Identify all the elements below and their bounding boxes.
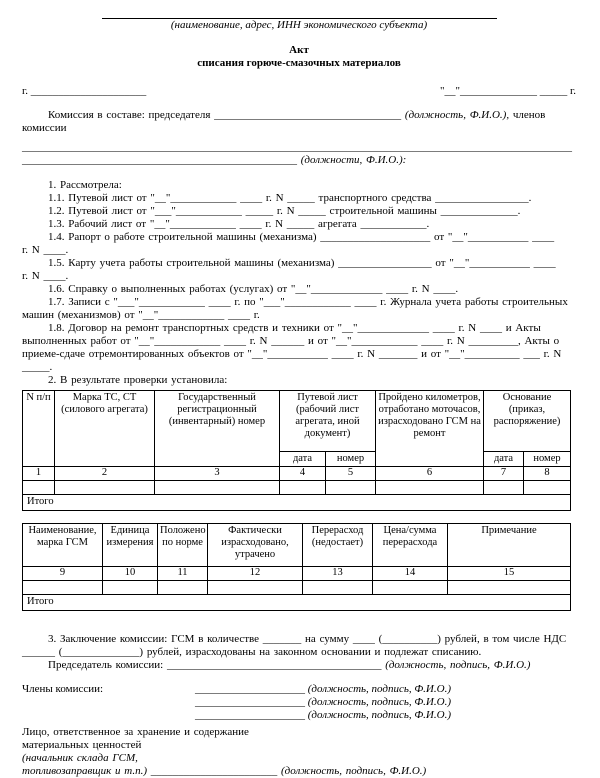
empty-cell: [55, 481, 155, 495]
form-line: [22, 309, 576, 322]
empty-cell: [23, 481, 55, 495]
col-header-norm: Положено по норме: [158, 524, 208, 567]
form-line-text: _______________________________________: [166, 659, 386, 671]
col-header-fuel-name: Наименование, марка ГСМ: [23, 524, 103, 567]
col-number: 14: [373, 567, 448, 581]
col-header-waybill: Путевой лист (рабочий лист агрегата, иной документ): [280, 391, 376, 452]
col-header-actual: Фактически израсходовано, утрачено: [208, 524, 303, 567]
col-header-price: Цена/сумма перерасхода: [373, 524, 448, 567]
form-line: [22, 726, 576, 739]
col-header-overrun: Перерасход (недостает): [303, 524, 373, 567]
form-line-text: 3. Заключение комиссии: ГСМ в количестве _______ на сумму ____ (__________) рублей, в том числе НДС: [48, 633, 567, 645]
fuel-table: [22, 523, 571, 611]
form-line: [22, 335, 576, 348]
member-signature-row: [195, 709, 451, 722]
form-line-text: членов: [509, 109, 546, 121]
document-title: [22, 44, 576, 70]
col-number: 6: [376, 467, 484, 481]
form-line-caption: топливозаправщик и т.п.): [22, 765, 151, 777]
empty-cell: [376, 481, 484, 495]
commission-paragraph: [22, 109, 576, 135]
form-line-text: Комиссия в составе: председателя: [48, 109, 215, 121]
col-header-waybill-date: дата: [280, 452, 326, 467]
custodian-signature-block: [22, 726, 576, 778]
col-header-num: N п/п: [23, 391, 55, 467]
form-line: [22, 322, 576, 335]
form-line: [22, 296, 576, 309]
form-line: [22, 141, 576, 154]
form-line: [22, 765, 576, 778]
signature-blank: ____________________: [195, 683, 308, 695]
col-header-basis-date: дата: [484, 452, 524, 467]
section-1-reviewed: [22, 179, 576, 387]
form-line-text: 1.6. Справку о выполненных работах (услугах) от "__"_____________ ____ г. N ____.: [48, 283, 459, 295]
form-line: [22, 659, 576, 672]
form-line-text: 1.2. Путевой лист от "___"____________ _____ г. N _____ строительной машины ______________.: [48, 205, 521, 217]
form-line-text: выполненных работ от "__"____________ ____ г. N ______ и от "__"____________ ____ г. N _________, Акты о: [22, 335, 560, 347]
col-number: 1: [23, 467, 55, 481]
members-signature-lines: [195, 683, 451, 722]
title-line-2: списания горюче-смазочных материалов: [197, 57, 401, 69]
form-line-text: Лицо, ответственное за хранение и содержание: [22, 726, 249, 738]
col-header-basis: Основание (приказ, распоряжение): [484, 391, 571, 452]
form-line-caption: (должности, Ф.И.О.):: [300, 154, 407, 166]
form-line: [22, 283, 576, 296]
form-line-text: г. N ____.: [22, 270, 69, 282]
form-line-text: 1.5. Карту учета работы строительной машины (механизма) _________________ от "__"___________ ____: [48, 257, 556, 269]
total-row-label: Итого: [23, 595, 571, 611]
form-line-text: ____________________________________________________________________________________________________: [22, 141, 572, 153]
form-line: [22, 179, 576, 192]
form-line-text: __________________________________________________: [22, 154, 301, 166]
col-number: 4: [280, 467, 326, 481]
col-number: 15: [448, 567, 571, 581]
form-line: [22, 231, 576, 244]
form-line-text: 1. Рассмотрела:: [48, 179, 122, 191]
form-line: [22, 109, 576, 122]
signature-blank: ____________________: [195, 709, 308, 721]
form-line-text: ______ (______________) рублей, израсходованы на законном основании и подлежат списанию.: [22, 646, 482, 658]
signature-caption: (должность, подпись, Ф.И.О.): [307, 709, 451, 721]
form-line: [22, 348, 576, 361]
empty-cell: [280, 481, 326, 495]
form-line: [22, 752, 576, 765]
form-line: [22, 361, 576, 374]
signature-caption: (должность, подпись, Ф.И.О.): [307, 683, 451, 695]
form-line: [22, 270, 576, 283]
col-header-waybill-number: номер: [326, 452, 376, 467]
signature-caption: (должность, подпись, Ф.И.О.): [307, 696, 451, 708]
form-line-text: 1.4. Рапорт о работе строительной машины (механизма) ____________________ от "__"___________ ____: [48, 231, 555, 243]
col-header-brand: Марка ТС, СТ (силового агрегата): [55, 391, 155, 467]
date-field: "__"______________ _____ г.: [439, 85, 576, 97]
form-line-text: 1.3. Рабочий лист от "__"____________ ____ г. N _____ агрегата ____________.: [48, 218, 430, 230]
form-line: [22, 154, 576, 167]
empty-cell: [373, 581, 448, 595]
form-line: [22, 374, 576, 387]
empty-cell: [208, 581, 303, 595]
form-line-text: приеме-сдаче отремонтированных объектов от "__"___________ ____ г. N _______ и от "__"__________ ___ г. N: [22, 348, 562, 360]
signature-blank: ____________________: [195, 696, 308, 708]
empty-cell: [155, 481, 280, 495]
form-line-text: машин (механизмов) от "__"____________ ____ г.: [22, 309, 260, 321]
form-line-text: _______________________: [150, 765, 281, 777]
empty-cell: [23, 581, 103, 595]
member-signature-row: [195, 683, 451, 696]
col-number: 11: [158, 567, 208, 581]
empty-cell: [524, 481, 571, 495]
form-line: [22, 122, 576, 135]
form-line-text: Председатель комиссии:: [48, 659, 167, 671]
empty-cell: [158, 581, 208, 595]
org-fill-line: [102, 10, 497, 19]
form-line: [22, 633, 576, 646]
empty-cell: [484, 481, 524, 495]
commission-members-signatures: [22, 683, 576, 722]
form-line-text: материальных ценностей: [22, 739, 142, 751]
total-row-label: Итого: [23, 495, 571, 511]
form-line-text: 1.7. Записи с "___"____________ ____ г. по "___"____________ ____ г. Журнала учета работы строительных: [48, 296, 568, 308]
commission-members-lines: [22, 141, 576, 167]
form-line-text: __________________________________: [214, 109, 402, 121]
form-line: [22, 205, 576, 218]
col-number: 12: [208, 567, 303, 581]
form-line-text: комиссии: [22, 122, 67, 134]
col-number: 3: [155, 467, 280, 481]
form-line: [22, 739, 576, 752]
form-line-text: 1.8. Договор на ремонт транспортных средств и техники от "__"_____________ ____ г. N ____ и Акты: [48, 322, 541, 334]
empty-cell: [103, 581, 158, 595]
form-line-text: 2. В результате проверки установила:: [48, 374, 228, 386]
col-number: 13: [303, 567, 373, 581]
member-signature-row: [195, 696, 451, 709]
place-date-row: [22, 85, 576, 98]
empty-cell: [448, 581, 571, 595]
org-caption: (наименование, адрес, ИНН экономического субъекта): [170, 19, 428, 31]
form-line: [22, 244, 576, 257]
col-number: 10: [103, 567, 158, 581]
col-header-reg-number: Государственный регистрационный (инвентарный) номер: [155, 391, 280, 467]
form-line-caption: (должность, Ф.И.О.),: [404, 109, 510, 121]
form-line-caption: (должность, подпись, Ф.И.О.): [280, 765, 427, 777]
form-line-text: _____.: [22, 361, 53, 373]
empty-cell: [326, 481, 376, 495]
place-field: г. _____________________: [22, 85, 147, 97]
form-line-text: г. N ____.: [22, 244, 69, 256]
col-header-note: Примечание: [448, 524, 571, 567]
form-line-caption: (начальник склада ГСМ,: [22, 752, 138, 764]
form-line: [22, 257, 576, 270]
col-number: 7: [484, 467, 524, 481]
col-number: 9: [23, 567, 103, 581]
form-line: [22, 218, 576, 231]
col-number: 8: [524, 467, 571, 481]
form-line-text: 1.1. Путевой лист от "__"____________ ____ г. N _____ транспортного средства _________________.: [48, 192, 532, 204]
members-label: Члены комиссии:: [22, 683, 104, 695]
col-header-basis-number: номер: [524, 452, 571, 467]
col-header-unit: Единица измерения: [103, 524, 158, 567]
col-number: 2: [55, 467, 155, 481]
vehicles-table: [22, 390, 571, 511]
col-number: 5: [326, 467, 376, 481]
section-3-conclusion: [22, 633, 576, 672]
form-line-caption: (должность, подпись, Ф.И.О.): [385, 659, 531, 671]
empty-cell: [303, 581, 373, 595]
col-header-mileage: Пройдено километров, отработано моточасов, израсходовано ГСМ на ремонт: [376, 391, 484, 467]
form-line: [22, 646, 576, 659]
title-line-1: Акт: [289, 44, 309, 56]
form-line: [22, 192, 576, 205]
